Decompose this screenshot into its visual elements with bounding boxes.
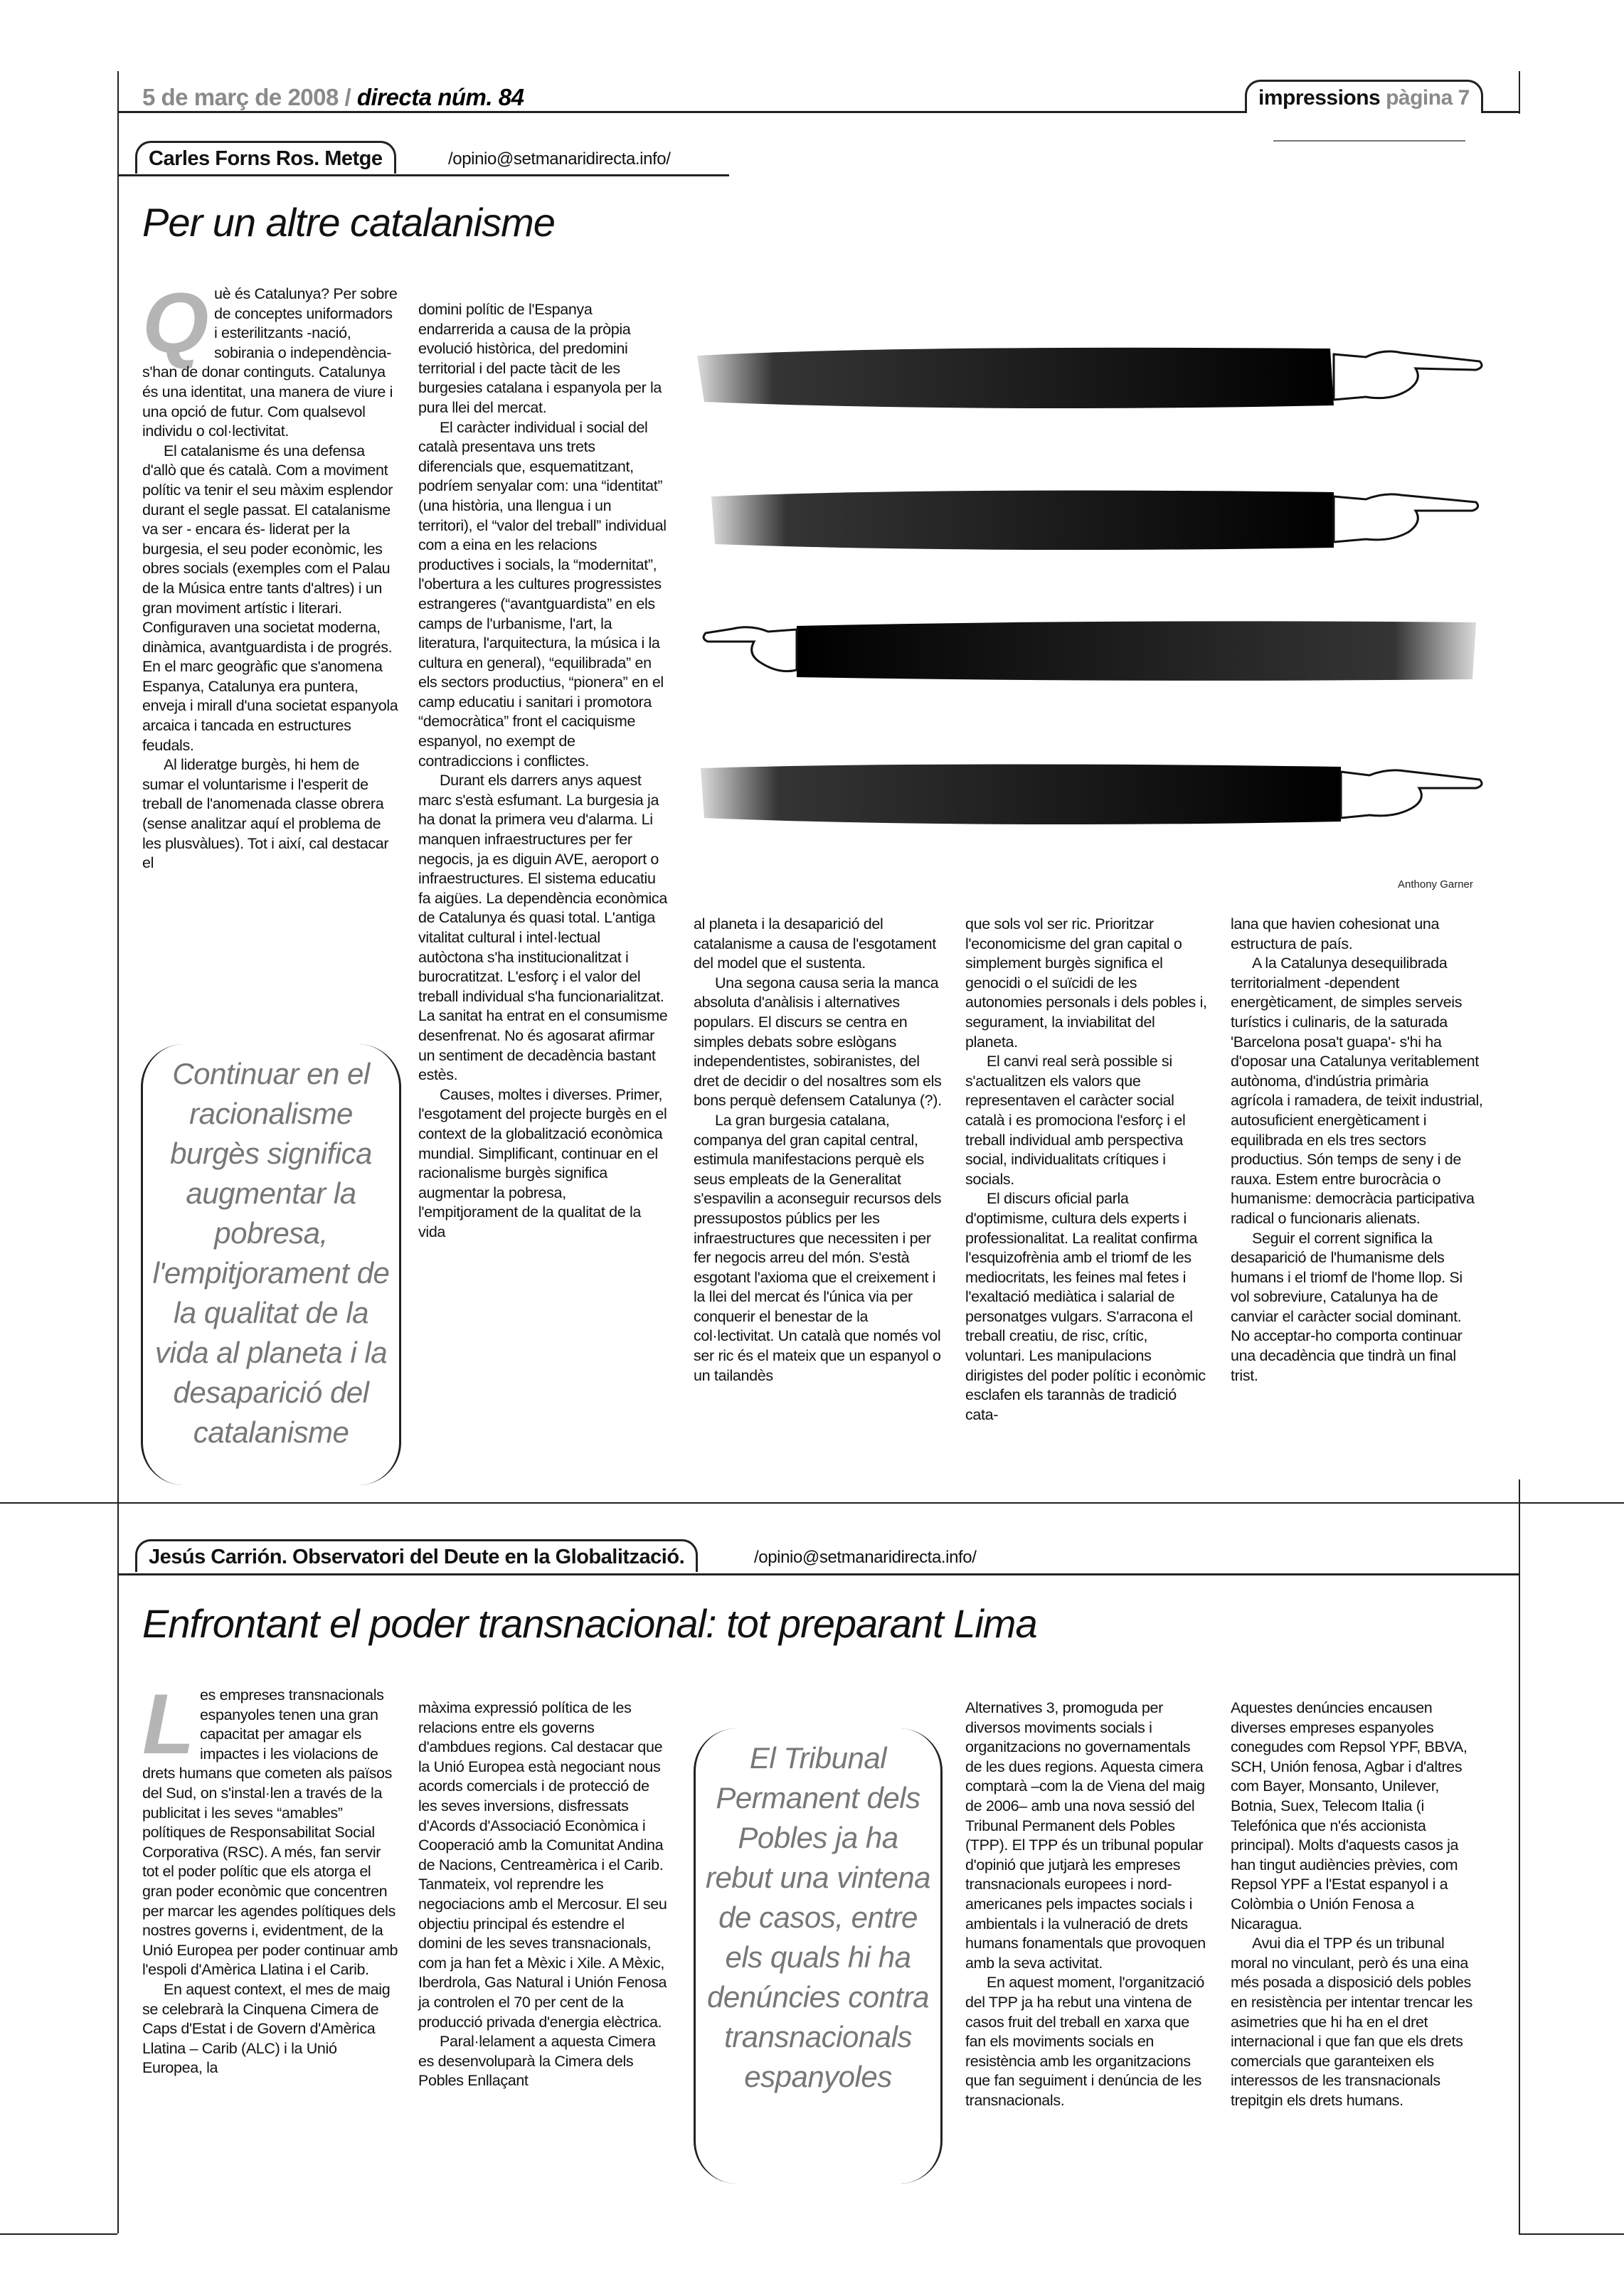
issue-header (142, 84, 524, 111)
article1-title: Per un altre catalanisme (142, 200, 555, 245)
article2-title: Enfrontant el poder transnacional: tot preparant Lima (142, 1601, 1037, 1646)
paragraph: La gran burgesia catalana, companya del gran capital central, estimula manifestacions perquè els seus empleats de la Generalitat s'espavilin a aconseguir recursos dels pressupostos públics per les infraestructures que necessiten i per fer negocis arreu del món. S'està esgotant l'axioma que el creixement i la llei del mercat és l'única via per conquerir el benestar de la col·lectivitat. Un català que només vol ser ric és el mateix que un espanyol o un tailandès (694, 1111, 942, 1384)
paragraph: A la Catalunya desequilibrada territorialment -dependent energèticament, de simples serveis turístics i culinaris, de la saturada 'Barcelona posa't guapa'- s'hi ha d'oposar una Catalunya veritablement autònoma, d'indústria primària agrícola i ramadera, de teixit industrial, autosuficient energèticament i equilibrada en els tres sectors productius. Són temps de seny i de rauxa. Estem entre burocràcia o humanisme: democràcia participativa radical o funcionaris alienats. (1231, 955, 1483, 1227)
paragraph (142, 1676, 398, 1980)
article2-dropcap: L (142, 1676, 194, 1772)
paragraph: domini polític de l'Espanya endarrerida a causa de la pròpia evolució històrica, del predomini territorial i del pacte tàcit de les burgesies catalana i espanyola per la pura llei del mercat. (418, 301, 662, 416)
pointing-hand-icon (704, 627, 797, 671)
section-tab (1245, 80, 1483, 113)
crop-mark-bottom (0, 2233, 117, 2235)
sleeve-bar-3 (704, 621, 1476, 681)
sleeve-bar-1 (697, 348, 1482, 408)
pointing-hand-icon (1334, 494, 1478, 542)
crop-mark-bottom-right (1519, 2233, 1624, 2235)
illustration-pointing-hands (690, 306, 1494, 875)
author-name: Jesús Carrión. Observatori del Deute en la Globalització. (149, 1546, 685, 1568)
article2-column-5 (1231, 1699, 1483, 2110)
header-rule (117, 111, 1241, 113)
paragraph: Avui dia el TPP és un tribunal moral no vinculant, però és una eina més posada a disposició dels pobles en resistència per intentar trencar les asimetries que hi ha en el dret internacional i que fan que els drets comercials que garanteixen els interessos de les transnacionals trepitgin els drets humans. (1231, 1935, 1473, 2109)
paragraph: lana que havien cohesionat una estructura de país. (1231, 915, 1440, 952)
section-name: impressions (1258, 86, 1381, 110)
article2-column-2 (418, 1699, 669, 2091)
article1-column-1 (141, 275, 398, 873)
article1-column-2 (418, 300, 669, 1243)
paragraph: Una segona causa seria la manca absoluta d'anàlisis i alternatives populars. El discurs se centra en simples debats sobre eslògans independentistes, sobiranistes, del dret de decidir o del nosaltres som els bons perquè defensem Catalunya (?). (694, 974, 942, 1110)
author-name: Carles Forns Ros. Metge (149, 147, 383, 170)
article1-email[interactable]: /opinio@setmanaridirecta.info/ (448, 149, 671, 169)
paragraph: Durant els darrers anys aquest marc s'està esfumant. La burgesia ja ha donat la primera veu d'alarma. Li manquen infraestructures per fer negocis, ja es diguin AVE, aeroport o infraestructures. El sistema educatiu fa aigües. La dependència econòmica de Catalunya és quasi total. L'antiga vitalitat cultural i intel·lectual autòctona s'ha institucionalitzat i burocratitzat. L'esforç i el valor del treball individual s'ha funcionarialitzat. La sanitat ha entrat en el consumisme desenfrenat. No és agosarat afirmar un sentiment de decadència bastant estès. (418, 772, 668, 1084)
paragraph: Aquestes denúncies encausen diverses empreses espanyoles conegudes com Repsol YPF, BBVA, SCH, Unión fenosa, Agbar i d'altres com Bayer, Monsanto, Unilever, Botnia, Suex, Telecom Italia (i Telefónica que n'és accionista principal). Molts d'aquests casos ja han tingut audiències prèvies, com Repsol YPF a l'Estat espanyol i a Colòmbia o Unión Fenosa a Nicaragua. (1231, 1699, 1468, 1933)
article1-dropcap: Q (142, 275, 208, 371)
paragraph-text: uè és Catalunya? Per sobre de conceptes uniformadors i esterilitzants -nació, sobirania o independència- s'han de donar continguts. Catalunya és una identitat, una manera de viure i una opció de futur. Com qualsevol individu o col·lectivitat. (142, 285, 398, 440)
article2-column-4 (965, 1699, 1211, 2110)
article1-byline (135, 141, 396, 174)
paragraph: El discurs oficial parla d'optimisme, cultura dels experts i professionalitat. La realitat confirma l'esquizofrènia amb el triomf de les mediocritats, les feines mal fetes i l'exaltació mediàtica i salarial de personatges vulgars. S'arracona el treball creatiu, de risc, crític, voluntari. Les manipulacions dirigistes del poder polític i econòmic esclafen els tarannàs de tradició cata- (965, 1190, 1206, 1423)
paragraph (142, 275, 398, 442)
issue-date: 5 de març de 2008 / (142, 84, 357, 110)
right-margin-rule (1519, 71, 1520, 114)
paragraph: Causes, moltes i diverses. Primer, l'esgotament del projecte burgès en el context de la globalització econòmica mundial. Simplificant, continuar en el racionalisme burgès significa augmentar la pobresa, l'empitjorament de la qualitat de la vida (418, 1085, 667, 1240)
pointing-hand-icon (1334, 351, 1482, 400)
article2-pullquote: El Tribunal Permanent dels Pobles ja ha rebut una vintena de casos, entre els quals hi ha denúncies contra transnacionals espanyoles (694, 1728, 943, 2184)
article2-column-1 (142, 1676, 398, 2078)
paragraph: En aquest moment, l'organització del TPP ja ha rebut una vintena de casos fruit del treball en xarxa que fan els moviments socials en resistència amb les organitzacions que fan seguiment i denúncia de les transnacionals. (965, 1974, 1205, 2109)
byline-rule-1 (117, 174, 729, 176)
header-short-rule (1273, 140, 1465, 142)
paragraph: al planeta i la desaparició del catalanisme a causa de l'esgotament del model que el sustenta. (694, 915, 936, 972)
sleeve-bar-4 (701, 764, 1482, 824)
byline-rule-2 (117, 1573, 1519, 1575)
paragraph-text: es empreses transnacionals espanyoles tenen una gran capacitat per amagar els impactes i les violacions de drets humans que cometen als països del Sud, on s'instal·len a través de la publicitat i les seves “amables” polítiques de Responsabilitat Social Corporativa (RSC). A més, fan servir tot el poder polític que els atorga el gran poder econòmic que concentren per marcar les agendes polítiques dels nostres governs i, evidentment, de la Unió Europea per poder continuar amb l'espoli d'Amèrica Llatina i el Carib. (142, 1686, 398, 1979)
article2-byline (135, 1539, 698, 1572)
left-margin-rule (117, 71, 119, 2233)
paragraph: El canvi real serà possible si s'actualitzen els valors que representaven el caràcter social català i es promociona l'esforç i el treball individual amb perspectiva social, individualitats crítiques i socials. (965, 1053, 1186, 1188)
article1-column-5 (1231, 915, 1483, 1386)
article-separator (0, 1502, 1624, 1504)
paragraph: Paral·lelament a aquesta Cimera es desenvoluparà la Cimera dels Pobles Enllaçant (418, 2033, 656, 2090)
article1-pullquote: Continuar en el racionalisme burgès significa augmentar la pobresa, l'empitjorament de la qualitat de la vida al planeta i la desaparició del catalanisme (141, 1044, 401, 1485)
page-number: pàgina 7 (1380, 86, 1470, 110)
right-margin-rule-bottom (1519, 1479, 1520, 2233)
paragraph: Seguir el corrent significa la desaparició de l'humanisme dels humans i el triomf de l'home llop. Si vol sobreviure, Catalunya ha de canviar el caràcter social dominant. No acceptar-ho comporta continuar una decadència que tindrà un final trist. (1231, 1229, 1463, 1384)
article1-column-4 (965, 915, 1211, 1425)
illustration-credit: Anthony Garner (1398, 878, 1473, 891)
article1-column-1-stack (141, 275, 401, 1485)
paragraph: màxima expressió política de les relacions entre els governs d'ambdues regions. Cal destacar que la Unió Europea està negociant nous acords comercials i de protecció de les seves inversions, disfressats d'Acords d'Associació Econòmica i Cooperació amb la Comunitat Andina de Nacions, Centreamèrica i el Carib. Tanmateix, vol reprendre les negociacions amb el Mercosur. El seu objectiu principal és estendre el domini de les seves transnacionals, com ja han fet a Mèxic i Xile. A Mèxic, Iberdrola, Gas Natural i Unión Fenosa ja controlen el 70 per cent de la producció privada d'energia elèctrica. (418, 1699, 667, 2031)
paragraph: El catalanisme és una defensa d'allò que és català. Com a moviment polític va tenir el seu màxim esplendor durant el segle passat. El catalanisme va ser - encara és- liderat per la burgesia, el seu poder econòmic, les obres socials (exemples com el Palau de la Música entre tants d'altres) i un gran moviment artístic i literari. Configuraven una societat moderna, dinàmica, avantguardista i de progrés. En el marc geogràfic que s'anomena Espanya, Catalunya era puntera, enveja i mirall d'una societat espanyola arcaica i tancada en estructures feudals. (142, 442, 398, 754)
article2-email[interactable]: /opinio@setmanaridirecta.info/ (754, 1548, 977, 1567)
paragraph: que sols vol ser ric. Prioritzar l'economicisme del gran capital o simplement burgès significa el genocidi o el suïcidi de les autonomies personals i dels pobles i, segurament, la inviabilitat del planeta. (965, 915, 1207, 1051)
pointing-hand-icon (1341, 770, 1482, 818)
paragraph: Alternatives 3, promoguda per diversos moviments socials i organitzacions no governamentals de les dues regions. Aquesta cimera comptarà –com la de Viena del maig de 2006– amb una nova sessió del Tribunal Permanent dels Pobles (TPP). El TPP és un tribunal popular d'opinió que jutjarà les empreses transnacionals europees i nord-americanes pels impactes socials i ambientals i la vulneració de drets humans fonamentals que provoquen amb la seva activitat. (965, 1699, 1206, 1972)
article1-column-3 (694, 915, 943, 1386)
paragraph: Al lideratge burgès, hi hem de sumar el voluntarisme i l'esperit de treball de l'anomenada classe obrera (sense analitzar aquí el problema de les plusvàlues). Tot i així, cal destacar el (142, 756, 389, 872)
publication-issue: directa núm. 84 (356, 84, 524, 110)
sleeve-bar-2 (711, 491, 1478, 550)
paragraph: En aquest context, el mes de maig se celebrarà la Cinquena Cimera de Caps d'Estat i de Govern d'Amèrica Llatina – Carib (ALC) i la Unió Europea, la (142, 1980, 391, 2077)
paragraph: El caràcter individual i social del català presentava uns trets diferencials que, esquematitzant, podríem senyalar com: una “identitat” (una història, una llengua i un territori), el “valor del treball” individual com a eina en les relacions productives i socials, la “modernitat”, l'obertura a les cultures progressistes estrangeres (“avantguardista” en els camps de l'urbanisme, l'art, la literatura, l'arquitectura, la música i la cultura en general), “equilibrada” en els sectors productius, “pionera” en el camp educatiu i sanitari i promotora “democràtica” front el caciquisme espanyol, no exempt de contradiccions i conflictes. (418, 418, 667, 770)
